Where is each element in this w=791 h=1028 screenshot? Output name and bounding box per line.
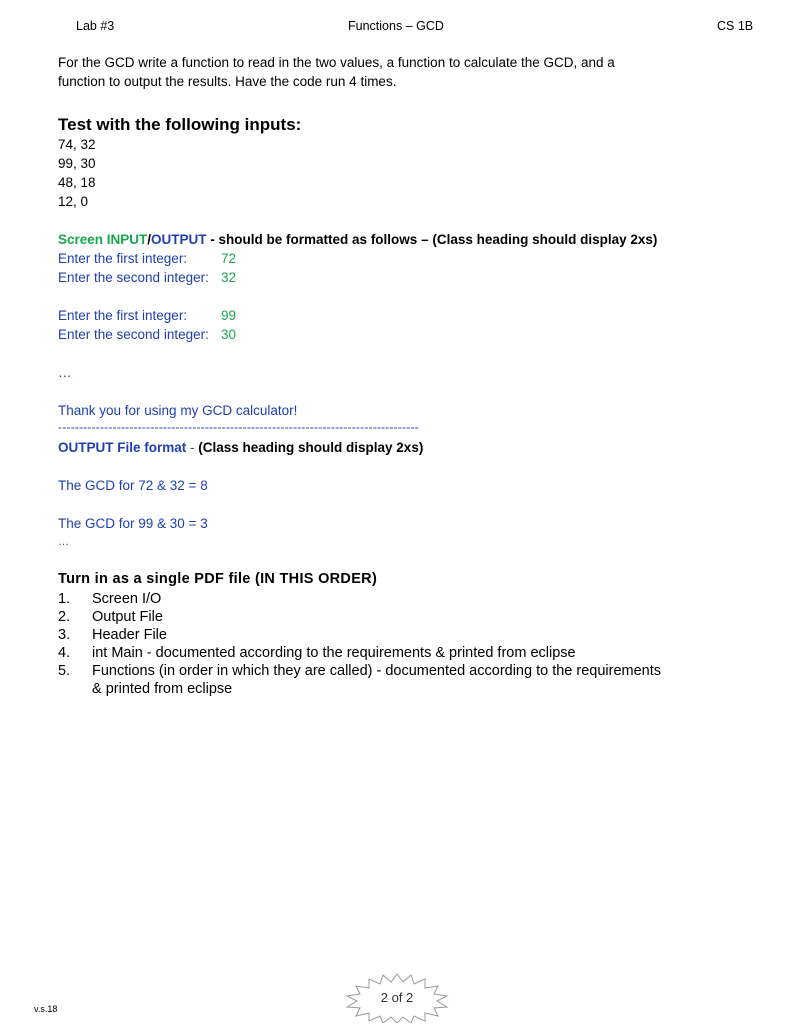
run1-value-first: 72 [221, 251, 237, 266]
page-number-badge [343, 971, 451, 1023]
test-input-3: 48, 18 [58, 175, 96, 190]
thanks-message: Thank you for using my GCD calculator! [58, 403, 298, 418]
turn-in-item-5 [58, 662, 661, 680]
output-file-label [58, 438, 423, 457]
item-number: 1. [58, 591, 71, 607]
item-number: 2. [58, 609, 71, 625]
turn-in-item-3 [58, 626, 167, 644]
screen-io-ellipsis: … [58, 365, 72, 380]
output-result-2: The GCD for 99 & 30 = 3 [58, 516, 208, 531]
output-file-label-sep: - [186, 440, 199, 455]
screen-io-label-rest: - should be formatted as follows – (Class heading should display 2xs) [206, 232, 658, 247]
test-input-2: 99, 30 [58, 156, 96, 171]
run1-prompt-second: Enter the second integer: [58, 270, 209, 285]
item-number: 3. [58, 627, 71, 643]
item-text: Header File [92, 627, 167, 643]
run2-value-first: 99 [221, 308, 237, 323]
item-text: int Main - documented according to the requirements & printed from eclipse [92, 645, 576, 661]
intro-line-1: For the GCD write a function to read in the two values, a function to calculate the GCD, and a [58, 55, 615, 70]
run2-prompt-first: Enter the first integer: [58, 308, 188, 323]
turn-in-heading-order: (IN THIS ORDER) [250, 571, 378, 587]
item-number: 5. [58, 663, 71, 679]
run1-prompt-first: Enter the first integer: [58, 251, 188, 266]
test-input-4: 12, 0 [58, 194, 89, 209]
screen-io-label-slash: / [147, 232, 152, 247]
output-file-label-rest: (Class heading should display 2xs) [198, 440, 424, 455]
screen-io-label-input: INPUT [106, 232, 148, 247]
turn-in-heading-main: Turn in as a single PDF file [58, 571, 251, 587]
header-course: CS 1B [717, 19, 754, 33]
screen-io-label [58, 230, 657, 249]
run1-value-second: 32 [221, 270, 237, 285]
screen-io-label-screen: Screen [58, 232, 107, 247]
item-text: Screen I/O [92, 591, 162, 607]
turn-in-item-5-continued: & printed from eclipse [92, 681, 233, 697]
output-ellipsis: … [58, 536, 69, 548]
item-number: 4. [58, 645, 71, 661]
separator-dashes: -------------------------------------------------------------------------------------- [58, 420, 419, 434]
turn-in-item-4 [58, 644, 576, 662]
output-result-1: The GCD for 72 & 32 = 8 [58, 478, 208, 493]
run2-prompt-second: Enter the second integer: [58, 327, 209, 342]
test-heading: Test with the following inputs: [58, 115, 302, 134]
version-label: v.s.18 [34, 1004, 58, 1014]
turn-in-item-2 [58, 608, 163, 626]
page-number: 2 of 2 [380, 990, 414, 1005]
intro-line-2: function to output the results. Have the code run 4 times. [58, 74, 397, 89]
item-text: Functions (in order in which they are called) - documented according to the requirements [92, 663, 662, 679]
screen-io-label-output: OUTPUT [151, 232, 207, 247]
turn-in-heading [58, 571, 377, 587]
output-file-label-title: OUTPUT File format [58, 440, 187, 455]
item-text: Output File [92, 609, 163, 625]
test-input-1: 74, 32 [58, 137, 96, 152]
header-lab-number: Lab #3 [76, 19, 115, 33]
header-title: Functions – GCD [348, 19, 444, 33]
run2-value-second: 30 [221, 327, 237, 342]
turn-in-item-1 [58, 590, 161, 608]
